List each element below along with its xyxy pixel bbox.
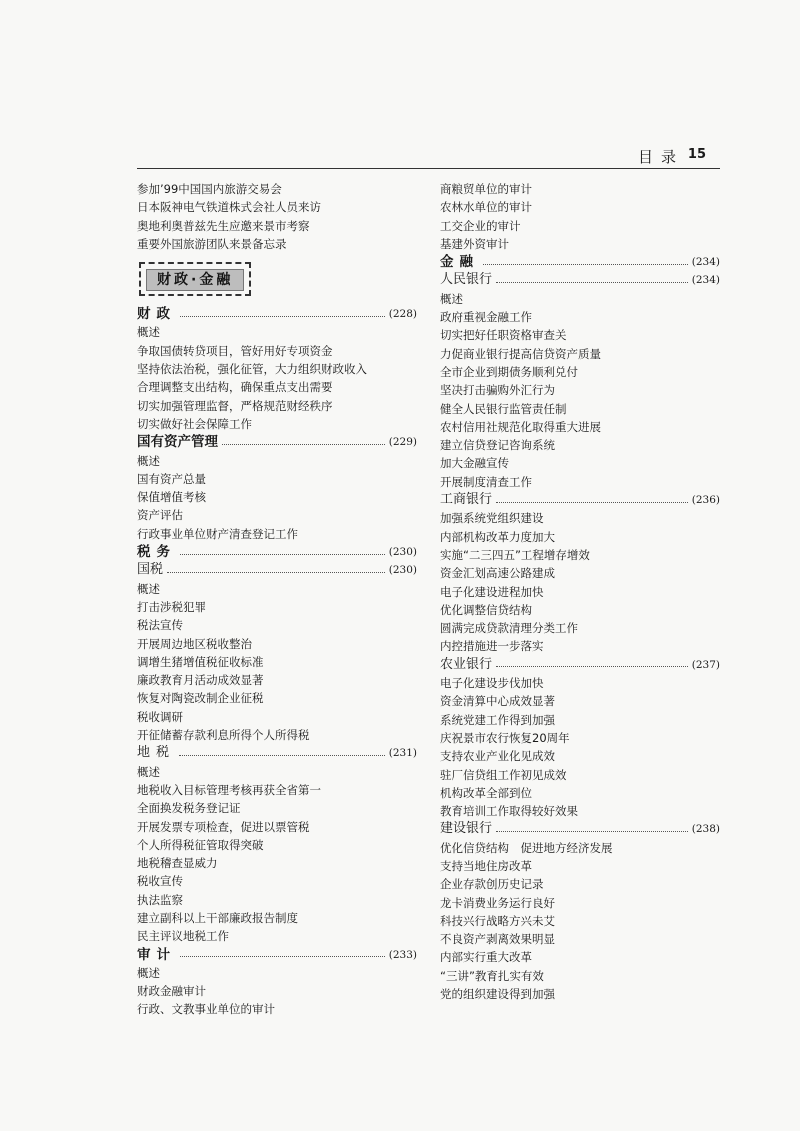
toc-heading-label: 国税 xyxy=(137,562,164,578)
toc-page-ref: (234) xyxy=(691,274,720,287)
toc-item: 恢复对陶瓷改制企业征税 xyxy=(137,691,264,706)
toc-leader-dots xyxy=(167,572,385,573)
toc-left-column xyxy=(137,180,417,1019)
toc-subsection-heading xyxy=(440,271,720,289)
toc-leader-dots xyxy=(180,956,385,957)
toc-page-ref: (236) xyxy=(691,494,720,507)
toc-item: 资产评估 xyxy=(137,508,183,523)
section-badge xyxy=(137,253,417,305)
toc-item: 商粮贸单位的审计 xyxy=(440,182,532,196)
toc-item: 开展制度清查工作 xyxy=(440,474,532,489)
toc-heading-label: 审计 xyxy=(137,946,176,963)
toc-item: 行政事业单位财产清查登记工作 xyxy=(137,526,298,541)
toc-item: 开展发票专项检查，促进以票管税 xyxy=(137,819,310,834)
toc-page-ref: (231) xyxy=(388,747,417,760)
toc-item: 税收宣传 xyxy=(137,874,183,889)
toc-item: 资金汇划高速公路建成 xyxy=(440,566,555,581)
toc-item: 支持当地住房改革 xyxy=(440,858,532,873)
toc-item: 地税收入目标管理考核再获全省第一 xyxy=(137,782,321,797)
toc-item: 奥地利奥普兹先生应邀来景市考察 xyxy=(137,218,310,233)
toc-leader-dots xyxy=(483,264,688,265)
toc-item: 概述 xyxy=(137,453,160,468)
toc-item: 参加’99中国国内旅游交易会 xyxy=(137,182,282,196)
toc-leader-dots xyxy=(496,282,688,283)
toc-item: 个人所得税征管取得突破 xyxy=(137,837,264,852)
toc-section-heading xyxy=(137,946,417,964)
toc-item: 健全人民银行监管责任制 xyxy=(440,401,567,416)
toc-heading-label: 地税 xyxy=(137,745,176,761)
toc-item: 政府重视金融工作 xyxy=(440,310,532,325)
toc-leader-dots xyxy=(496,831,688,832)
toc-item: 驻厂信贷组工作初见成效 xyxy=(440,767,567,782)
toc-item: 概述 xyxy=(440,291,463,306)
toc-item: 民主评议地税工作 xyxy=(137,929,229,944)
toc-page-ref: (228) xyxy=(388,308,417,321)
toc-item: “三讲”教育扎实有效 xyxy=(440,968,544,983)
toc-item: 合理调整支出结构，确保重点支出需要 xyxy=(137,380,333,395)
toc-heading-label: 金融 xyxy=(440,254,479,271)
toc-item: 全市企业到期债务顺利兑付 xyxy=(440,364,578,379)
toc-item: 电子化建设进程加快 xyxy=(440,584,544,599)
toc-item: 争取国债转贷项目，管好用好专项资金 xyxy=(137,343,333,358)
toc-item: 力促商业银行提高信贷资产质量 xyxy=(440,346,601,361)
toc-item: 党的组织建设得到加强 xyxy=(440,987,555,1002)
toc-item: 龙卡消费业务运行良好 xyxy=(440,895,555,910)
toc-right-column xyxy=(440,180,720,1003)
toc-item: 优化信贷结构 促进地方经济发展 xyxy=(440,840,613,855)
toc-heading-label: 人民银行 xyxy=(440,272,493,288)
toc-subsection-heading xyxy=(137,433,417,451)
toc-heading-label: 工商银行 xyxy=(440,492,493,508)
toc-item: 税法宣传 xyxy=(137,618,183,633)
toc-item: 加大金融宣传 xyxy=(440,456,509,471)
toc-item: 工交企业的审计 xyxy=(440,218,521,233)
toc-section-heading xyxy=(137,305,417,323)
toc-page-ref: (230) xyxy=(388,564,417,577)
toc-page-ref: (229) xyxy=(388,436,417,449)
section-badge-frame xyxy=(139,262,251,296)
toc-item: 切实把好任职资格审查关 xyxy=(440,328,567,343)
toc-subsection-heading xyxy=(440,820,720,838)
toc-leader-dots xyxy=(180,554,385,555)
toc-item: 基建外资审计 xyxy=(440,236,509,251)
toc-item: 日本阪神电气铁道株式会社人员来访 xyxy=(137,200,321,215)
toc-page-ref: (233) xyxy=(388,948,417,961)
toc-item: 概述 xyxy=(137,325,160,340)
toc-item: 税收调研 xyxy=(137,709,183,724)
toc-item: 科技兴行战略方兴未艾 xyxy=(440,913,555,928)
toc-item: 庆祝景市农行恢复20周年 xyxy=(440,730,570,745)
toc-item: 概述 xyxy=(137,581,160,596)
toc-item: 坚决打击骗购外汇行为 xyxy=(440,383,555,398)
toc-item: 保值增值考核 xyxy=(137,490,206,505)
toc-section-heading xyxy=(137,543,417,561)
toc-item: 加强系统党组织建设 xyxy=(440,511,544,526)
header-title: 目录 xyxy=(637,148,684,166)
toc-item: 内部实行重大改革 xyxy=(440,950,532,965)
page-header xyxy=(137,143,720,169)
toc-heading-label: 税务 xyxy=(137,544,176,561)
toc-item: 调增生猪增值税征收标准 xyxy=(137,654,264,669)
page-number: 15 xyxy=(687,147,706,162)
toc-item: 行政、文教事业单位的审计 xyxy=(137,1002,275,1017)
toc-item: 内部机构改革力度加大 xyxy=(440,529,555,544)
toc-item: 切实做好社会保障工作 xyxy=(137,416,252,431)
toc-item: 重要外国旅游团队来景备忘录 xyxy=(137,236,287,251)
toc-heading-label: 财政 xyxy=(137,306,176,323)
toc-item: 执法监察 xyxy=(137,892,183,907)
toc-item: 建立副科以上干部廉政报告制度 xyxy=(137,910,298,925)
toc-item: 不良资产剥离效果明显 xyxy=(440,932,555,947)
toc-item: 教育培训工作取得较好效果 xyxy=(440,804,578,819)
toc-leader-dots xyxy=(496,502,688,503)
toc-item: 资金清算中心成效显著 xyxy=(440,694,555,709)
toc-section-heading xyxy=(440,253,720,271)
toc-leader-dots xyxy=(179,755,385,756)
toc-item: 国有资产总量 xyxy=(137,471,206,486)
toc-page-ref: (238) xyxy=(691,823,720,836)
toc-item: 全面换发税务登记证 xyxy=(137,801,241,816)
toc-item: 优化调整信贷结构 xyxy=(440,602,532,617)
toc-item: 实施“二三四五”工程增存增效 xyxy=(440,547,590,562)
toc-item: 农村信用社规范化取得重大进展 xyxy=(440,419,601,434)
toc-leader-dots xyxy=(222,444,385,445)
toc-item: 概述 xyxy=(137,965,160,980)
toc-heading-label: 国有资产管理 xyxy=(137,434,218,451)
toc-item: 财政金融审计 xyxy=(137,984,206,999)
toc-item: 电子化建设步伐加快 xyxy=(440,676,544,691)
toc-item: 建立信贷登记咨询系统 xyxy=(440,438,555,453)
toc-subsection-heading xyxy=(137,744,417,762)
toc-subsection-heading xyxy=(440,491,720,509)
toc-subsection-heading xyxy=(137,561,417,579)
toc-item: 内控措施进一步落实 xyxy=(440,639,544,654)
toc-item: 机构改革全部到位 xyxy=(440,785,532,800)
toc-leader-dots xyxy=(496,666,688,667)
toc-heading-label: 建设银行 xyxy=(440,821,493,837)
toc-item: 地税稽查显威力 xyxy=(137,856,218,871)
toc-item: 系统党建工作得到加强 xyxy=(440,712,555,727)
toc-item: 农林水单位的审计 xyxy=(440,200,532,215)
toc-item: 开展周边地区税收整治 xyxy=(137,636,252,651)
toc-heading-label: 农业银行 xyxy=(440,656,493,672)
toc-item: 圆满完成贷款清理分类工作 xyxy=(440,621,578,636)
toc-item: 廉政教育月活动成效显著 xyxy=(137,673,264,688)
toc-page-ref: (234) xyxy=(691,256,720,269)
toc-page-ref: (230) xyxy=(388,546,417,559)
toc-item: 切实加强管理监督，严格规范财经秩序 xyxy=(137,398,333,413)
toc-item: 坚持依法治税，强化征管，大力组织财政收入 xyxy=(137,362,367,377)
toc-leader-dots xyxy=(180,316,385,317)
toc-item: 企业存款创历史记录 xyxy=(440,877,544,892)
toc-item: 概述 xyxy=(137,764,160,779)
toc-item: 开征储蓄存款利息所得个人所得税 xyxy=(137,728,310,743)
toc-page-ref: (237) xyxy=(691,658,720,671)
section-badge-label: 财政·金融 xyxy=(146,269,244,291)
toc-subsection-heading xyxy=(440,656,720,674)
toc-item: 打击涉税犯罪 xyxy=(137,599,206,614)
toc-item: 支持农业产业化见成效 xyxy=(440,749,555,764)
